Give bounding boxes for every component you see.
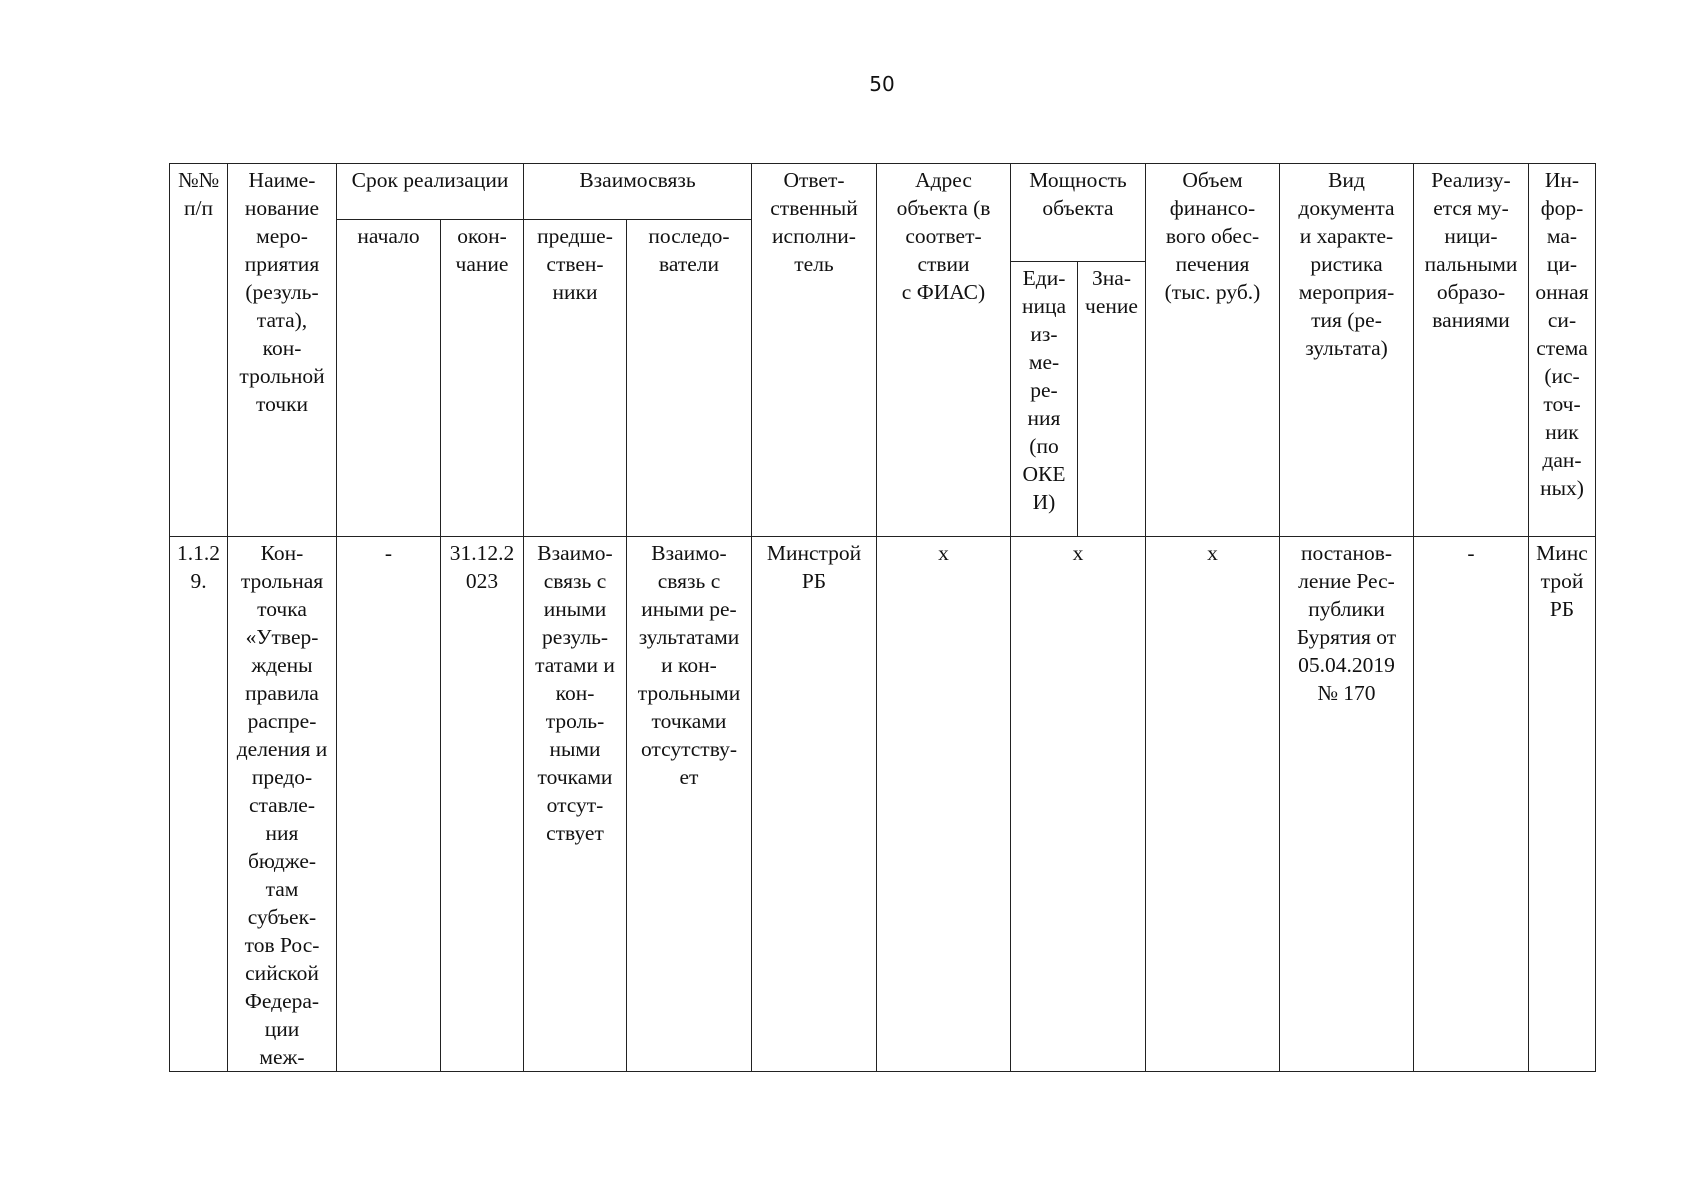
header-link: Взаимосвязь: [524, 164, 752, 220]
header-link-next: последо- ватели: [627, 220, 752, 537]
row-capacity: x: [1011, 537, 1146, 1072]
activity-table: [169, 163, 1596, 1072]
row-doc-type: постанов- ление Рес- публики Бурятия от 05.04.2019 № 170: [1280, 537, 1414, 1072]
header-name: Наиме- нование меро- приятия (резуль- тата), кон- трольной точки: [228, 164, 337, 537]
row-name: Кон- трольная точка «Утвер- ждены правила распре- деления и предо- ставле- ния бюдже- там субъек- тов Рос- сийской Федера- ции меж-: [228, 537, 337, 1072]
page-number: 50: [869, 72, 895, 96]
row-num: 1.1.2 9.: [170, 537, 228, 1072]
header-term-end: окон- чание: [441, 220, 524, 537]
header-responsible: Ответ- ственный исполни- тель: [752, 164, 877, 537]
header-address: Адрес объекта (в соответ- ствии с ФИАС): [877, 164, 1011, 537]
row-municipal: -: [1414, 537, 1529, 1072]
row-prev: Взаимо- связь с иными резуль- татами и кон- троль- ными точками отсут- ствует: [524, 537, 627, 1072]
header-municipal: Реализу- ется му- ници- пальными образо- ваниями: [1414, 164, 1529, 537]
header-capacity-value: Зна- чение: [1078, 262, 1146, 537]
row-finance: x: [1146, 537, 1280, 1072]
row-end: 31.12.2 023: [441, 537, 524, 1072]
header-term-start: начало: [337, 220, 441, 537]
header-link-prev: предше- ствен- ники: [524, 220, 627, 537]
header-row-1: [170, 164, 1596, 220]
header-capacity: Мощность объекта: [1011, 164, 1146, 262]
header-capacity-unit: Еди- ница из- ме- ре- ния (по ОКЕ И): [1011, 262, 1078, 537]
row-address: x: [877, 537, 1011, 1072]
row-info-system: Минс трой РБ: [1529, 537, 1596, 1072]
row-start: -: [337, 537, 441, 1072]
header-num: №№ п/п: [170, 164, 228, 537]
row-next: Взаимо- связь с иными ре- зультатами и кон- трольными точками отсутству- ет: [627, 537, 752, 1072]
row-responsible: Минстрой РБ: [752, 537, 877, 1072]
table-row: [170, 537, 1596, 1072]
header-doc-type: Вид документа и характе- ристика мероприя- тия (ре- зультата): [1280, 164, 1414, 537]
header-info-system: Ин- фор- ма- ци- онная си- стема (ис- точ- ник дан- ных): [1529, 164, 1596, 537]
header-term: Срок реализации: [337, 164, 524, 220]
header-finance: Объем финансо- вого обес- печения (тыс. руб.): [1146, 164, 1280, 537]
